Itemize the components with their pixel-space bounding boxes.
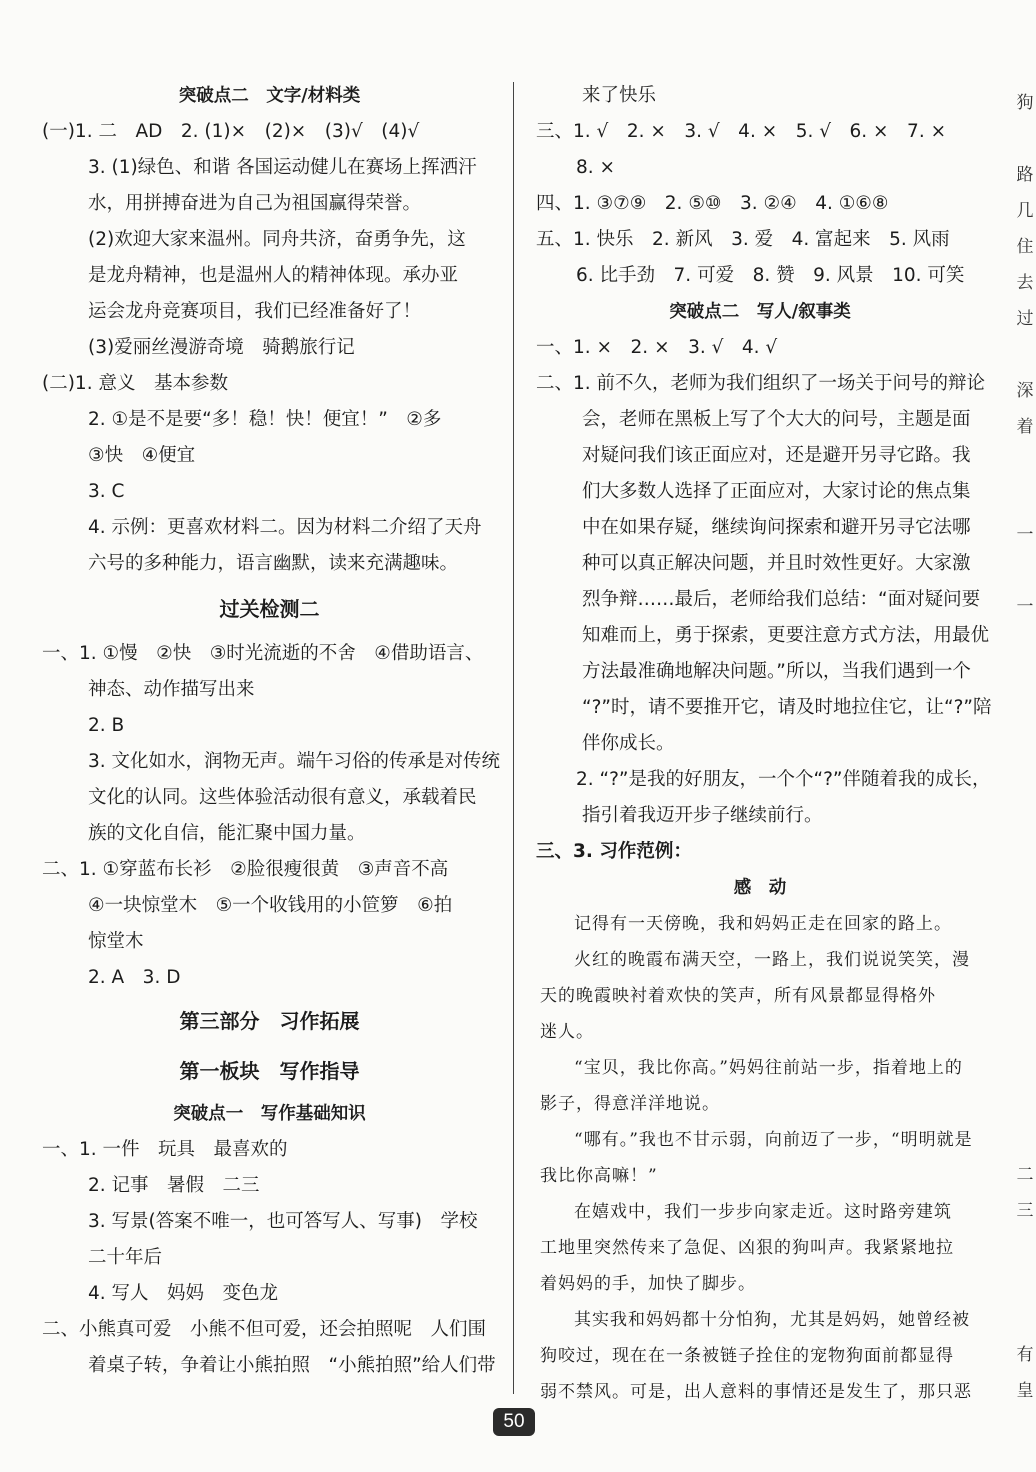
left-line-13: 六号的多种能力，语言幽默，读来充满趣味。 bbox=[88, 553, 459, 574]
right-line-12: 中在如果存疑，继续询问探索和避开另寻它法哪 bbox=[582, 517, 971, 538]
edge-glyph: 一 bbox=[1016, 525, 1034, 545]
left-line-9: 2. ①是不是要“多！稳！快！便宜！” ②多 bbox=[88, 409, 442, 430]
right-line-9: 会，老师在黑板上写了个大大的问号，主题是面 bbox=[582, 409, 971, 430]
page-number: 50 bbox=[493, 1408, 535, 1436]
left-line-22: ④一块惊堂木 ⑤一个收钱用的小笸箩 ⑥拍 bbox=[88, 895, 453, 916]
right-line-22: 感 动 bbox=[733, 878, 787, 898]
right-line-33: 着妈妈的手，加快了脚步。 bbox=[540, 1274, 756, 1294]
right-line-11: 们大多数人选择了正面应对，大家讨论的焦点集 bbox=[582, 481, 971, 502]
right-line-23: 记得有一天傍晚，我和妈妈正走在回家的路上。 bbox=[574, 914, 952, 934]
right-line-29: “哪有。”我也不甘示弱，向前迈了一步，“明明就是 bbox=[574, 1130, 973, 1150]
left-line-20: 族的文化自信，能汇聚中国力量。 bbox=[88, 823, 366, 844]
left-line-25: 第三部分 习作拓展 bbox=[179, 1009, 360, 1033]
edge-glyph: 去 bbox=[1016, 273, 1034, 293]
right-line-3: 四、1. ③⑦⑨ 2. ⑤⑩ 3. ②④ 4. ①⑥⑧ bbox=[536, 193, 889, 214]
left-line-15: 一、1. ①慢 ②快 ③时光流逝的不舍 ④借助语言、 bbox=[42, 643, 484, 664]
left-line-4: (2)欢迎大家来温州。同舟共济，奋勇争先，这 bbox=[88, 229, 466, 250]
left-line-28: 一、1. 一件 玩具 最喜欢的 bbox=[42, 1139, 288, 1160]
left-line-12: 4. 示例：更喜欢材料二。因为材料二介绍了天舟 bbox=[88, 517, 482, 538]
left-line-30: 3. 写景(答案不唯一，也可答写人、写事) 学校 bbox=[88, 1211, 478, 1232]
edge-glyph: 过 bbox=[1016, 309, 1034, 329]
left-line-27: 突破点一 写作基础知识 bbox=[173, 1104, 366, 1124]
left-line-34: 着桌子转，争着让小熊拍照 “小熊拍照”给人们带 bbox=[88, 1355, 496, 1376]
right-line-30: 我比你高嘛！” bbox=[540, 1166, 658, 1186]
right-line-28: 影子，得意洋洋地说。 bbox=[540, 1094, 720, 1114]
right-line-15: 知难而上，勇于探索，更要注意方式方法，用最优 bbox=[582, 625, 990, 646]
left-column bbox=[42, 78, 501, 1384]
right-line-13: 种可以真正解决问题，并且时效性更好。大家激 bbox=[582, 553, 971, 574]
left-line-21: 二、1. ①穿蓝布长衫 ②脸很瘦很黄 ③声音不高 bbox=[42, 859, 449, 880]
right-line-6: 突破点二 写人/叙事类 bbox=[669, 302, 851, 322]
edge-glyph: 几 bbox=[1016, 201, 1034, 221]
left-line-3: 水，用拼搏奋进为自己为祖国赢得荣誉。 bbox=[88, 193, 422, 214]
right-line-34: 其实我和妈妈都十分怕狗，尤其是妈妈，她曾经被 bbox=[574, 1310, 970, 1330]
right-line-5: 6. 比手劲 7. 可爱 8. 赞 9. 风景 10. 可笑 bbox=[576, 265, 965, 286]
right-line-18: 伴你成长。 bbox=[582, 733, 675, 754]
right-line-36: 弱不禁风。可是，出人意料的事情还是发生了，那只恶 bbox=[540, 1382, 972, 1402]
left-line-1: (一)1. 二 AD 2. (1)× (2)× (3)√ (4)√ bbox=[42, 121, 420, 142]
edge-glyph: 狗 bbox=[1016, 93, 1034, 113]
right-line-1: 三、1. √ 2. × 3. √ 4. × 5. √ 6. × 7. × bbox=[536, 121, 947, 142]
left-line-5: 是龙舟精神，也是温州人的精神体现。承办亚 bbox=[88, 265, 459, 286]
left-line-19: 文化的认同。这些体验活动很有意义，承载着民 bbox=[88, 787, 477, 808]
right-line-19: 2. “?”是我的好朋友，一个个“?”伴随着我的成长， bbox=[576, 769, 991, 790]
edge-glyph: 二 bbox=[1016, 1165, 1034, 1185]
right-line-25: 天的晚霞映衬着欢快的笑声，所有风景都显得格外 bbox=[540, 986, 936, 1006]
right-line-31: 在嬉戏中，我们一步步向家走近。这时路旁建筑 bbox=[574, 1202, 952, 1222]
left-line-23: 惊堂木 bbox=[88, 931, 144, 952]
right-line-14: 烈争辩……最后，老师给我们总结：“面对疑问要 bbox=[582, 589, 981, 610]
left-line-16: 神态、动作描写出来 bbox=[88, 679, 255, 700]
left-line-7: (3)爱丽丝漫游奇境 骑鹅旅行记 bbox=[88, 337, 355, 358]
left-line-14: 过关检测二 bbox=[219, 597, 320, 621]
edge-glyph: 三 bbox=[1016, 1201, 1034, 1221]
left-line-8: (二)1. 意义 基本参数 bbox=[42, 373, 228, 394]
right-line-20: 指引着我迈开步子继续前行。 bbox=[582, 805, 823, 826]
right-line-2: 8. × bbox=[576, 157, 616, 178]
left-line-26: 第一板块 写作指导 bbox=[179, 1059, 360, 1083]
edge-glyph: 一 bbox=[1016, 597, 1034, 617]
left-line-2: 3. (1)绿色、和谐 各国运动健儿在赛场上挥洒汗 bbox=[88, 157, 477, 178]
edge-glyph: 住 bbox=[1016, 237, 1034, 257]
left-line-0: 突破点二 文字/材料类 bbox=[178, 86, 361, 106]
right-line-8: 二、1. 前不久，老师为我们组织了一场关于问号的辩论 bbox=[536, 373, 986, 394]
right-line-4: 五、1. 快乐 2. 新风 3. 爱 4. 富起来 5. 风雨 bbox=[536, 229, 950, 250]
edge-glyph: 路 bbox=[1016, 165, 1034, 185]
right-line-10: 对疑问我们该正面应对，还是避开另寻它路。我 bbox=[582, 445, 971, 466]
edge-glyph: 深 bbox=[1016, 381, 1034, 401]
edge-glyph: 皇 bbox=[1016, 1381, 1034, 1401]
left-line-32: 4. 写人 妈妈 变色龙 bbox=[88, 1283, 279, 1304]
left-line-33: 二、小熊真可爱 小熊不但可爱，还会拍照呢 人们围 bbox=[42, 1319, 487, 1340]
right-line-35: 狗咬过，现在在一条被链子拴住的宠物狗面前都显得 bbox=[540, 1346, 954, 1366]
right-column bbox=[536, 78, 992, 1410]
right-line-24: 火红的晚霞布满天空，一路上，我们说说笑笑，漫 bbox=[574, 950, 970, 970]
right-line-32: 工地里突然传来了急促、凶狠的狗叫声。我紧紧地拉 bbox=[540, 1238, 954, 1258]
right-line-7: 一、1. × 2. × 3. √ 4. √ bbox=[536, 337, 778, 358]
left-line-6: 运会龙舟竞赛项目，我们已经准备好了！ bbox=[88, 301, 422, 322]
right-line-26: 迷人。 bbox=[540, 1022, 594, 1042]
left-line-29: 2. 记事 暑假 二三 bbox=[88, 1175, 260, 1196]
edge-glyph: 着 bbox=[1016, 417, 1034, 437]
column-divider bbox=[513, 82, 514, 1394]
left-line-24: 2. A 3. D bbox=[88, 967, 181, 988]
left-line-10: ③快 ④便宜 bbox=[88, 445, 196, 466]
right-line-0: 来了快乐 bbox=[582, 85, 657, 106]
left-line-31: 二十年后 bbox=[88, 1247, 163, 1268]
left-line-18: 3. 文化如水，润物无声。端午习俗的传承是对传统 bbox=[88, 751, 501, 772]
edge-glyph: 有 bbox=[1016, 1345, 1034, 1365]
right-line-17: “?”时，请不要推开它，请及时地拉住它，让“?”陪 bbox=[582, 697, 992, 718]
right-line-27: “宝贝，我比你高。”妈妈往前站一步，指着地上的 bbox=[574, 1058, 963, 1078]
left-line-11: 3. C bbox=[88, 481, 125, 502]
right-line-16: 方法最准确地解决问题。”所以，当我们遇到一个 bbox=[582, 661, 971, 682]
right-line-21: 三、3. 习作范例： bbox=[536, 841, 692, 862]
left-line-17: 2. B bbox=[88, 715, 125, 736]
